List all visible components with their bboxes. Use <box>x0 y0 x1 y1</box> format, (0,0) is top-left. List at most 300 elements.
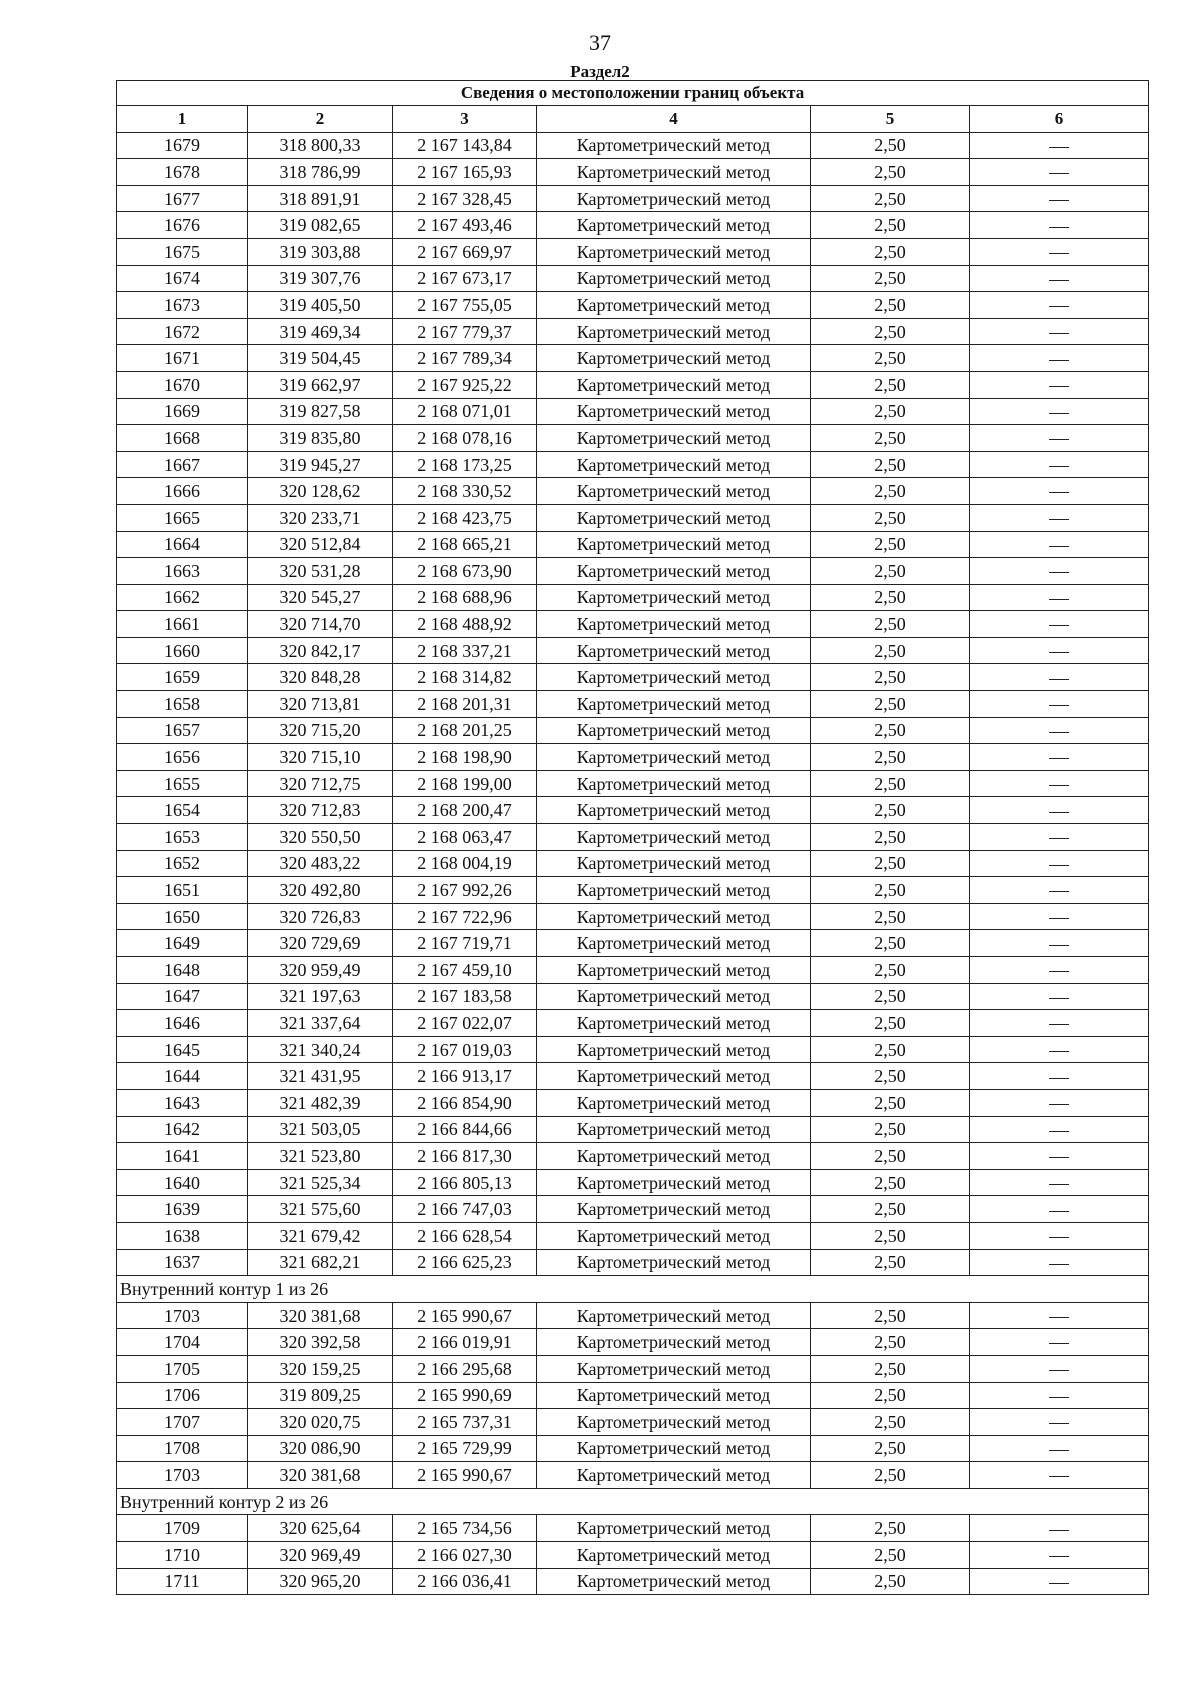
table-caption: Сведения о местоположении границ объекта <box>117 81 1149 106</box>
cell-c2: 321 337,64 <box>248 1010 393 1037</box>
cell-c3: 2 166 628,54 <box>393 1222 537 1249</box>
cell-c5: 2,50 <box>811 1355 970 1382</box>
cell-c1: 1658 <box>117 691 248 718</box>
cell-c4: Картометрический метод <box>537 1089 811 1116</box>
cell-c3: 2 168 337,21 <box>393 637 537 664</box>
dash-mark <box>1049 732 1069 733</box>
table-row <box>117 425 1149 452</box>
cell-dash <box>970 558 1149 585</box>
cell-dash <box>970 1249 1149 1276</box>
cell-dash <box>970 238 1149 265</box>
cell-c3: 2 165 737,31 <box>393 1409 537 1436</box>
dash-mark <box>1049 865 1069 866</box>
cell-dash <box>970 1542 1149 1569</box>
table-row <box>117 1329 1149 1356</box>
cell-dash <box>970 903 1149 930</box>
cell-c4: Картометрический метод <box>537 770 811 797</box>
table-row <box>117 957 1149 984</box>
cell-c1: 1643 <box>117 1089 248 1116</box>
cell-c4: Картометрический метод <box>537 1382 811 1409</box>
table-row <box>117 770 1149 797</box>
cell-c5: 2,50 <box>811 451 970 478</box>
cell-dash <box>970 318 1149 345</box>
cell-dash <box>970 744 1149 771</box>
cell-c1: 1708 <box>117 1435 248 1462</box>
cell-c3: 2 167 722,96 <box>393 903 537 930</box>
dash-mark <box>1049 413 1069 414</box>
cell-c5: 2,50 <box>811 398 970 425</box>
cell-c4: Картометрический метод <box>537 1249 811 1276</box>
cell-c1: 1711 <box>117 1568 248 1595</box>
contour-label: Внутренний контур 2 из 26 <box>117 1488 1149 1515</box>
cell-c1: 1703 <box>117 1462 248 1489</box>
cell-c2: 321 682,21 <box>248 1249 393 1276</box>
cell-c4: Картометрический метод <box>537 1196 811 1223</box>
dash-mark <box>1049 1450 1069 1451</box>
cell-c1: 1663 <box>117 558 248 585</box>
dash-mark <box>1049 785 1069 786</box>
dash-mark <box>1049 572 1069 573</box>
cell-dash <box>970 345 1149 372</box>
cell-c2: 318 800,33 <box>248 132 393 159</box>
cell-c5: 2,50 <box>811 584 970 611</box>
table-row <box>117 212 1149 239</box>
cell-dash <box>970 1355 1149 1382</box>
table-row <box>117 1382 1149 1409</box>
cell-c2: 320 020,75 <box>248 1409 393 1436</box>
table-row <box>117 451 1149 478</box>
cell-c2: 320 969,49 <box>248 1542 393 1569</box>
cell-c1: 1678 <box>117 159 248 186</box>
cell-c4: Картометрический метод <box>537 265 811 292</box>
cell-c4: Картометрический метод <box>537 425 811 452</box>
cell-c4: Картометрический метод <box>537 1169 811 1196</box>
table-row <box>117 1435 1149 1462</box>
cell-c1: 1656 <box>117 744 248 771</box>
table-row <box>117 1169 1149 1196</box>
cell-c3: 2 167 019,03 <box>393 1036 537 1063</box>
cell-c1: 1637 <box>117 1249 248 1276</box>
table-row <box>117 903 1149 930</box>
cell-c1: 1649 <box>117 930 248 957</box>
cell-c1: 1646 <box>117 1010 248 1037</box>
cell-c5: 2,50 <box>811 1515 970 1542</box>
dash-mark <box>1049 625 1069 626</box>
cell-c3: 2 166 027,30 <box>393 1542 537 1569</box>
cell-dash <box>970 1329 1149 1356</box>
table-row <box>117 478 1149 505</box>
cell-c4: Картометрический метод <box>537 584 811 611</box>
dash-mark <box>1049 1530 1069 1531</box>
cell-c1: 1709 <box>117 1515 248 1542</box>
table-row <box>117 318 1149 345</box>
cell-c1: 1640 <box>117 1169 248 1196</box>
table-row <box>117 611 1149 638</box>
cell-c3: 2 166 854,90 <box>393 1089 537 1116</box>
table-row <box>117 238 1149 265</box>
cell-c4: Картометрический метод <box>537 212 811 239</box>
cell-c3: 2 168 201,25 <box>393 717 537 744</box>
cell-c5: 2,50 <box>811 345 970 372</box>
cell-dash <box>970 212 1149 239</box>
cell-c4: Картометрический метод <box>537 345 811 372</box>
cell-c4: Картометрический метод <box>537 185 811 212</box>
column-header-6: 6 <box>970 106 1149 133</box>
cell-dash <box>970 850 1149 877</box>
cell-dash <box>970 1462 1149 1489</box>
cell-c3: 2 168 004,19 <box>393 850 537 877</box>
cell-c3: 2 165 729,99 <box>393 1435 537 1462</box>
cell-c1: 1668 <box>117 425 248 452</box>
cell-c4: Картометрический метод <box>537 478 811 505</box>
table-row <box>117 1143 1149 1170</box>
dash-mark <box>1049 918 1069 919</box>
dash-mark <box>1049 1397 1069 1398</box>
cell-c2: 320 959,49 <box>248 957 393 984</box>
cell-c2: 319 303,88 <box>248 238 393 265</box>
cell-c4: Картометрический метод <box>537 531 811 558</box>
cell-c4: Картометрический метод <box>537 637 811 664</box>
cell-c4: Картометрический метод <box>537 1036 811 1063</box>
cell-c5: 2,50 <box>811 1116 970 1143</box>
table-row <box>117 1063 1149 1090</box>
table-row <box>117 691 1149 718</box>
cell-dash <box>970 159 1149 186</box>
cell-c2: 319 827,58 <box>248 398 393 425</box>
dash-mark <box>1049 705 1069 706</box>
table-row <box>117 132 1149 159</box>
cell-c5: 2,50 <box>811 1568 970 1595</box>
cell-c5: 2,50 <box>811 185 970 212</box>
cell-c3: 2 167 992,26 <box>393 877 537 904</box>
cell-c5: 2,50 <box>811 371 970 398</box>
cell-c3: 2 168 488,92 <box>393 611 537 638</box>
dash-mark <box>1049 1051 1069 1052</box>
cell-c3: 2 168 688,96 <box>393 584 537 611</box>
cell-c3: 2 167 719,71 <box>393 930 537 957</box>
cell-c2: 320 715,10 <box>248 744 393 771</box>
cell-c2: 321 340,24 <box>248 1036 393 1063</box>
cell-c2: 319 504,45 <box>248 345 393 372</box>
cell-c5: 2,50 <box>811 1302 970 1329</box>
cell-c2: 319 307,76 <box>248 265 393 292</box>
cell-c5: 2,50 <box>811 1222 970 1249</box>
cell-c4: Картометрический метод <box>537 1222 811 1249</box>
cell-c5: 2,50 <box>811 1196 970 1223</box>
cell-c5: 2,50 <box>811 1329 970 1356</box>
dash-mark <box>1049 1317 1069 1318</box>
cell-c5: 2,50 <box>811 824 970 851</box>
cell-c5: 2,50 <box>811 717 970 744</box>
cell-c3: 2 166 913,17 <box>393 1063 537 1090</box>
cell-c1: 1644 <box>117 1063 248 1090</box>
cell-c4: Картометрический метод <box>537 983 811 1010</box>
cell-c4: Картометрический метод <box>537 1568 811 1595</box>
cell-c1: 1707 <box>117 1409 248 1436</box>
cell-c2: 321 503,05 <box>248 1116 393 1143</box>
dash-mark <box>1049 679 1069 680</box>
cell-c4: Картометрический метод <box>537 957 811 984</box>
cell-c5: 2,50 <box>811 691 970 718</box>
cell-c3: 2 167 755,05 <box>393 292 537 319</box>
table-row <box>117 185 1149 212</box>
dash-mark <box>1049 546 1069 547</box>
cell-c1: 1664 <box>117 531 248 558</box>
table-row <box>117 1036 1149 1063</box>
cell-c4: Картометрический метод <box>537 1355 811 1382</box>
cell-c5: 2,50 <box>811 1249 970 1276</box>
cell-c2: 320 483,22 <box>248 850 393 877</box>
cell-c1: 1676 <box>117 212 248 239</box>
dash-mark <box>1049 758 1069 759</box>
cell-c2: 319 809,25 <box>248 1382 393 1409</box>
dash-mark <box>1049 998 1069 999</box>
cell-c4: Картометрический метод <box>537 1435 811 1462</box>
cell-dash <box>970 877 1149 904</box>
cell-c1: 1655 <box>117 770 248 797</box>
cell-c3: 2 168 330,52 <box>393 478 537 505</box>
cell-c2: 321 197,63 <box>248 983 393 1010</box>
cell-c2: 320 965,20 <box>248 1568 393 1595</box>
cell-c4: Картометрический метод <box>537 398 811 425</box>
table-row <box>117 717 1149 744</box>
cell-c1: 1647 <box>117 983 248 1010</box>
cell-c1: 1638 <box>117 1222 248 1249</box>
cell-c1: 1704 <box>117 1329 248 1356</box>
cell-c5: 2,50 <box>811 1036 970 1063</box>
cell-c2: 320 128,62 <box>248 478 393 505</box>
cell-dash <box>970 770 1149 797</box>
cell-c3: 2 167 022,07 <box>393 1010 537 1037</box>
cell-dash <box>970 1515 1149 1542</box>
cell-c2: 318 891,91 <box>248 185 393 212</box>
cell-c1: 1710 <box>117 1542 248 1569</box>
cell-c1: 1670 <box>117 371 248 398</box>
page-number: 37 <box>589 30 611 55</box>
table-row <box>117 1249 1149 1276</box>
cell-dash <box>970 292 1149 319</box>
cell-c4: Картометрический метод <box>537 558 811 585</box>
cell-dash <box>970 531 1149 558</box>
column-header-1: 1 <box>117 106 248 133</box>
cell-c2: 321 431,95 <box>248 1063 393 1090</box>
dash-mark <box>1049 173 1069 174</box>
cell-dash <box>970 1568 1149 1595</box>
cell-c1: 1675 <box>117 238 248 265</box>
cell-c2: 320 233,71 <box>248 504 393 531</box>
dash-mark <box>1049 1370 1069 1371</box>
cell-c4: Картометрический метод <box>537 1515 811 1542</box>
cell-dash <box>970 425 1149 452</box>
cell-c4: Картометрический метод <box>537 877 811 904</box>
cell-c5: 2,50 <box>811 504 970 531</box>
cell-dash <box>970 957 1149 984</box>
cell-c3: 2 165 734,56 <box>393 1515 537 1542</box>
contour-row <box>117 1488 1149 1515</box>
table-row <box>117 558 1149 585</box>
cell-c3: 2 168 199,00 <box>393 770 537 797</box>
cell-c2: 319 835,80 <box>248 425 393 452</box>
cell-c4: Картометрический метод <box>537 850 811 877</box>
cell-c5: 2,50 <box>811 770 970 797</box>
cell-c4: Картометрический метод <box>537 1409 811 1436</box>
cell-c5: 2,50 <box>811 903 970 930</box>
cell-c5: 2,50 <box>811 1063 970 1090</box>
cell-c4: Картометрический метод <box>537 1302 811 1329</box>
boundary-table <box>116 80 1149 1595</box>
table-row <box>117 531 1149 558</box>
cell-dash <box>970 1222 1149 1249</box>
table-row <box>117 1089 1149 1116</box>
cell-dash <box>970 1089 1149 1116</box>
cell-dash <box>970 717 1149 744</box>
cell-c5: 2,50 <box>811 1089 970 1116</box>
cell-c5: 2,50 <box>811 318 970 345</box>
cell-c3: 2 167 459,10 <box>393 957 537 984</box>
cell-c2: 320 492,80 <box>248 877 393 904</box>
cell-c3: 2 167 165,93 <box>393 159 537 186</box>
table-row <box>117 930 1149 957</box>
table-row <box>117 1222 1149 1249</box>
cell-c1: 1648 <box>117 957 248 984</box>
cell-c3: 2 168 200,47 <box>393 797 537 824</box>
cell-c5: 2,50 <box>811 238 970 265</box>
cell-c4: Картометрический метод <box>537 1116 811 1143</box>
cell-c5: 2,50 <box>811 1409 970 1436</box>
table-row <box>117 877 1149 904</box>
cell-c2: 319 469,34 <box>248 318 393 345</box>
cell-c3: 2 167 143,84 <box>393 132 537 159</box>
cell-c4: Картометрический метод <box>537 1010 811 1037</box>
cell-c1: 1703 <box>117 1302 248 1329</box>
cell-c2: 320 381,68 <box>248 1462 393 1489</box>
cell-dash <box>970 132 1149 159</box>
table-row <box>117 744 1149 771</box>
cell-c2: 320 848,28 <box>248 664 393 691</box>
cell-c3: 2 165 990,69 <box>393 1382 537 1409</box>
cell-c2: 320 392,58 <box>248 1329 393 1356</box>
cell-c4: Картометрический метод <box>537 824 811 851</box>
table-row <box>117 504 1149 531</box>
dash-mark <box>1049 652 1069 653</box>
cell-c4: Картометрический метод <box>537 930 811 957</box>
cell-c5: 2,50 <box>811 744 970 771</box>
cell-c1: 1679 <box>117 132 248 159</box>
dash-mark <box>1049 253 1069 254</box>
cell-c4: Картометрический метод <box>537 717 811 744</box>
cell-c1: 1661 <box>117 611 248 638</box>
dash-mark <box>1049 891 1069 892</box>
dash-mark <box>1049 1343 1069 1344</box>
cell-c3: 2 166 805,13 <box>393 1169 537 1196</box>
cell-c5: 2,50 <box>811 1462 970 1489</box>
cell-c4: Картометрический метод <box>537 504 811 531</box>
cell-c3: 2 167 493,46 <box>393 212 537 239</box>
cell-dash <box>970 1302 1149 1329</box>
cell-dash <box>970 930 1149 957</box>
cell-c3: 2 166 019,91 <box>393 1329 537 1356</box>
table-row <box>117 850 1149 877</box>
cell-c4: Картометрический метод <box>537 1542 811 1569</box>
cell-c3: 2 166 844,66 <box>393 1116 537 1143</box>
cell-dash <box>970 185 1149 212</box>
cell-c3: 2 168 078,16 <box>393 425 537 452</box>
table-row <box>117 664 1149 691</box>
cell-c1: 1662 <box>117 584 248 611</box>
cell-c2: 320 842,17 <box>248 637 393 664</box>
dash-mark <box>1049 599 1069 600</box>
table-row <box>117 983 1149 1010</box>
cell-c5: 2,50 <box>811 531 970 558</box>
dash-mark <box>1049 227 1069 228</box>
cell-c2: 321 525,34 <box>248 1169 393 1196</box>
cell-c4: Картометрический метод <box>537 691 811 718</box>
cell-c4: Картометрический метод <box>537 1143 811 1170</box>
cell-c3: 2 166 747,03 <box>393 1196 537 1223</box>
cell-dash <box>970 398 1149 425</box>
cell-c5: 2,50 <box>811 637 970 664</box>
table-row <box>117 1542 1149 1569</box>
dash-mark <box>1049 945 1069 946</box>
cell-c2: 320 715,20 <box>248 717 393 744</box>
table-row <box>117 371 1149 398</box>
table-row <box>117 1010 1149 1037</box>
dash-mark <box>1049 519 1069 520</box>
dash-mark <box>1049 360 1069 361</box>
cell-c2: 321 523,80 <box>248 1143 393 1170</box>
cell-c5: 2,50 <box>811 1143 970 1170</box>
cell-c1: 1652 <box>117 850 248 877</box>
cell-c1: 1654 <box>117 797 248 824</box>
cell-c2: 320 545,27 <box>248 584 393 611</box>
cell-dash <box>970 1036 1149 1063</box>
cell-c1: 1674 <box>117 265 248 292</box>
cell-c2: 320 512,84 <box>248 531 393 558</box>
cell-c2: 320 625,64 <box>248 1515 393 1542</box>
cell-c5: 2,50 <box>811 478 970 505</box>
cell-c1: 1657 <box>117 717 248 744</box>
cell-c2: 320 713,81 <box>248 691 393 718</box>
table-row <box>117 345 1149 372</box>
cell-c4: Картометрический метод <box>537 159 811 186</box>
cell-c4: Картометрический метод <box>537 371 811 398</box>
contour-label: Внутренний контур 1 из 26 <box>117 1276 1149 1303</box>
cell-c3: 2 166 036,41 <box>393 1568 537 1595</box>
cell-dash <box>970 1063 1149 1090</box>
cell-c1: 1639 <box>117 1196 248 1223</box>
dash-mark <box>1049 439 1069 440</box>
table-row <box>117 398 1149 425</box>
cell-c3: 2 168 673,90 <box>393 558 537 585</box>
dash-mark <box>1049 1184 1069 1185</box>
table-row <box>117 637 1149 664</box>
cell-c3: 2 165 990,67 <box>393 1302 537 1329</box>
cell-c5: 2,50 <box>811 930 970 957</box>
cell-c5: 2,50 <box>811 558 970 585</box>
cell-dash <box>970 611 1149 638</box>
cell-c2: 320 726,83 <box>248 903 393 930</box>
cell-c4: Картометрический метод <box>537 1063 811 1090</box>
cell-c1: 1651 <box>117 877 248 904</box>
cell-c1: 1653 <box>117 824 248 851</box>
cell-dash <box>970 265 1149 292</box>
dash-mark <box>1049 1583 1069 1584</box>
dash-mark <box>1049 1024 1069 1025</box>
cell-dash <box>970 637 1149 664</box>
cell-c1: 1650 <box>117 903 248 930</box>
dash-mark <box>1049 200 1069 201</box>
cell-c1: 1677 <box>117 185 248 212</box>
